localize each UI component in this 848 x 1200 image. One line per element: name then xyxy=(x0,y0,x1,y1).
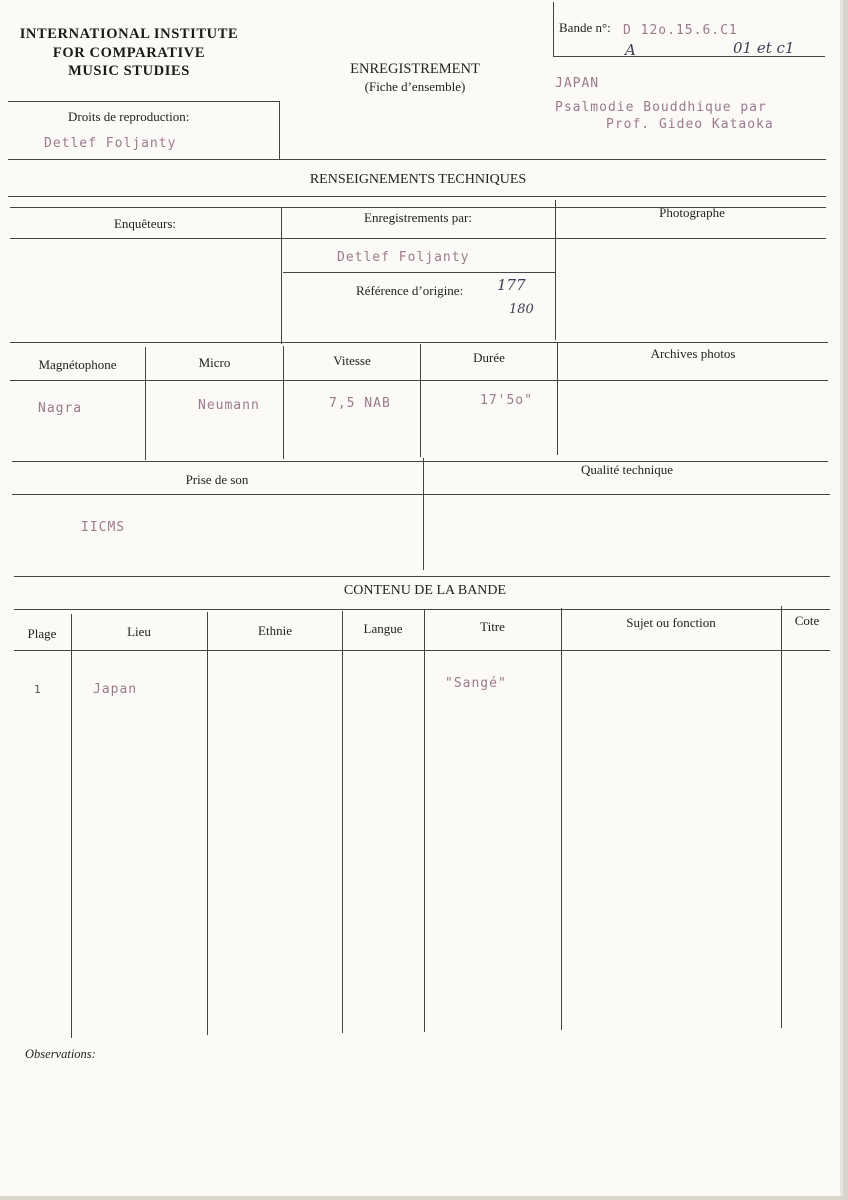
bande-hand-b: 01 et c1 xyxy=(733,39,795,57)
vitesse-value: 7,5 NAB xyxy=(329,396,391,411)
form-subtitle: (Fiche d’ensemble) xyxy=(364,79,466,94)
col-divider xyxy=(781,606,782,1028)
col-header-langue: Langue xyxy=(363,621,403,636)
qualite-label: Qualité technique xyxy=(580,462,674,477)
form-title: ENREGISTREMENT xyxy=(350,61,480,77)
col-divider xyxy=(555,200,556,340)
institute-line2: FOR COMPARATIVE xyxy=(52,45,206,61)
col-divider xyxy=(561,608,562,1030)
col-header-sujet: Sujet ou fonction xyxy=(626,615,716,630)
col-header-cote: Cote xyxy=(794,613,820,628)
enregistrements-value: Detlef Foljanty xyxy=(337,250,470,265)
rule xyxy=(8,196,826,197)
rule xyxy=(14,576,830,577)
photographe-label: Photographe xyxy=(659,205,725,220)
rule xyxy=(10,238,826,239)
subject-country: JAPAN xyxy=(555,76,600,91)
magnetophone-value: Nagra xyxy=(38,401,83,416)
col-divider xyxy=(71,614,72,1038)
observations-label: Observations: xyxy=(25,1047,96,1061)
col-divider xyxy=(207,612,208,1035)
row-plage: 1 xyxy=(34,683,41,696)
col-divider xyxy=(424,610,425,1032)
rule xyxy=(283,272,555,273)
col-header-ethnie: Ethnie xyxy=(258,623,292,638)
institute-line3: MUSIC STUDIES xyxy=(68,63,190,79)
enqueteurs-label: Enquêteurs: xyxy=(113,216,177,231)
col-header-titre: Titre xyxy=(480,619,505,634)
duree-label: Durée xyxy=(473,350,505,365)
duree-value: 17'5o" xyxy=(480,393,533,408)
prise-label: Prise de son xyxy=(185,472,249,487)
prise-value: IICMS xyxy=(81,520,126,535)
tech-section-title: RENSEIGNEMENTS TECHNIQUES xyxy=(309,172,527,187)
col-divider xyxy=(423,458,424,570)
micro-value: Neumann xyxy=(198,398,260,413)
bande-label: Bande n°: xyxy=(559,20,611,35)
col-divider xyxy=(342,611,343,1033)
rule xyxy=(10,380,828,381)
micro-label: Micro xyxy=(198,355,231,370)
contenu-section-title: CONTENU DE LA BANDE xyxy=(343,583,507,598)
reference-hand2: 180 xyxy=(509,302,534,317)
droits-box-right xyxy=(279,101,280,159)
rule xyxy=(14,609,830,610)
bande-box-left xyxy=(553,2,554,57)
institute-line1: INTERNATIONAL INSTITUTE xyxy=(19,26,239,42)
reference-hand1: 177 xyxy=(497,276,526,294)
rule xyxy=(12,494,830,495)
rule xyxy=(14,650,830,651)
row-lieu: Japan xyxy=(93,682,138,697)
bande-hand-a: A xyxy=(625,41,636,59)
col-header-plage: Plage xyxy=(27,626,57,641)
col-divider xyxy=(281,207,282,344)
droits-box-top xyxy=(8,101,280,102)
magnetophone-label: Magnétophone xyxy=(38,357,117,372)
vitesse-label: Vitesse xyxy=(333,353,371,368)
droits-value: Detlef Foljanty xyxy=(44,136,177,151)
col-header-lieu: Lieu xyxy=(127,624,151,639)
droits-label: Droits de reproduction: xyxy=(68,109,190,124)
reference-label: Référence d’origine: xyxy=(356,283,464,298)
archives-label: Archives photos xyxy=(650,346,736,361)
rule xyxy=(10,342,828,343)
bande-number: D 12o.15.6.C1 xyxy=(623,23,738,38)
rule xyxy=(8,159,826,160)
subject-line1: Psalmodie Bouddhique par xyxy=(555,100,767,115)
row-titre: "Sangé" xyxy=(445,676,507,691)
subject-line2: Prof. Gideo Kataoka xyxy=(606,117,774,132)
enregistrements-label: Enregistrements par: xyxy=(364,210,472,225)
